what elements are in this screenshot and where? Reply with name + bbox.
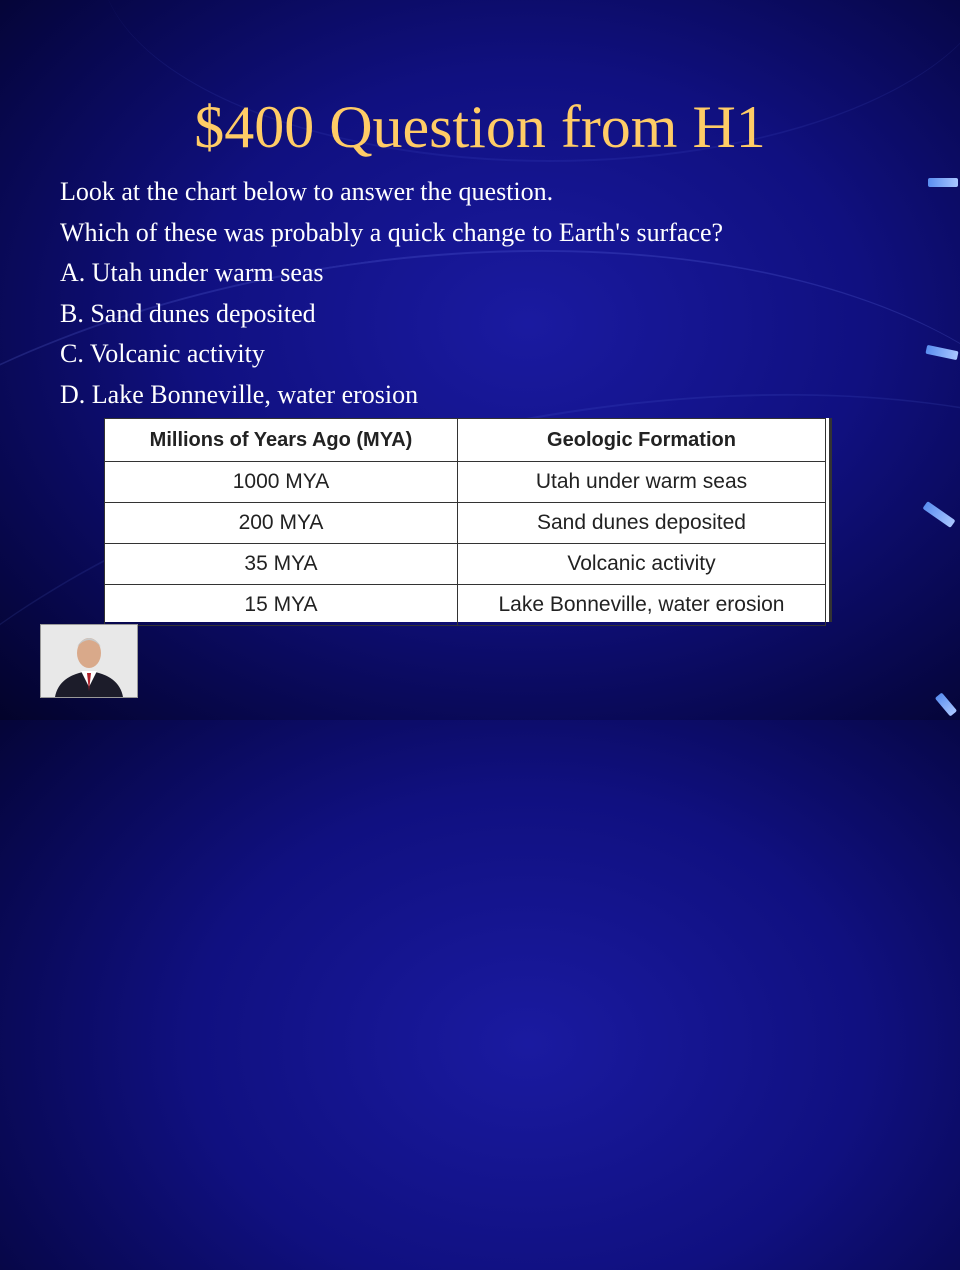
decorative-dash [922,501,955,528]
decorative-dash [935,692,957,716]
table-cell-formation: Sand dunes deposited [458,503,826,544]
column-header-formation: Geologic Formation [458,419,826,462]
table-row [105,503,826,544]
column-header-mya: Millions of Years Ago (MYA) [105,419,458,462]
question-prompt: Which of these was probably a quick change to Earth's surface? [60,217,724,247]
table-row [105,462,826,503]
table-right-border [829,418,832,622]
geologic-timeline-table [104,418,832,622]
table-cell-formation: Volcanic activity [458,544,826,585]
table-row [105,585,826,626]
table-cell-mya: 1000 MYA [105,462,458,503]
answer-option-d: D. Lake Bonneville, water erosion [60,379,419,409]
table-cell-mya: 200 MYA [105,503,458,544]
question-intro: Look at the chart below to answer the question. [60,177,554,206]
question-text [60,172,940,415]
host-portrait-icon [40,624,138,698]
table-row [105,544,826,585]
table-cell-mya: 35 MYA [105,544,458,585]
answer-option-a: A. Utah under warm seas [60,258,324,287]
table-header-row [105,419,826,462]
answer-option-c: C. Volcanic activity [60,339,265,368]
answer-option-b: B. Sand dunes deposited [60,298,316,328]
slide-title: $400 Question from H1 [194,94,766,160]
table-cell-formation: Lake Bonneville, water erosion [458,585,826,626]
table-cell-formation: Utah under warm seas [458,462,826,503]
table-cell-mya: 15 MYA [105,585,458,626]
